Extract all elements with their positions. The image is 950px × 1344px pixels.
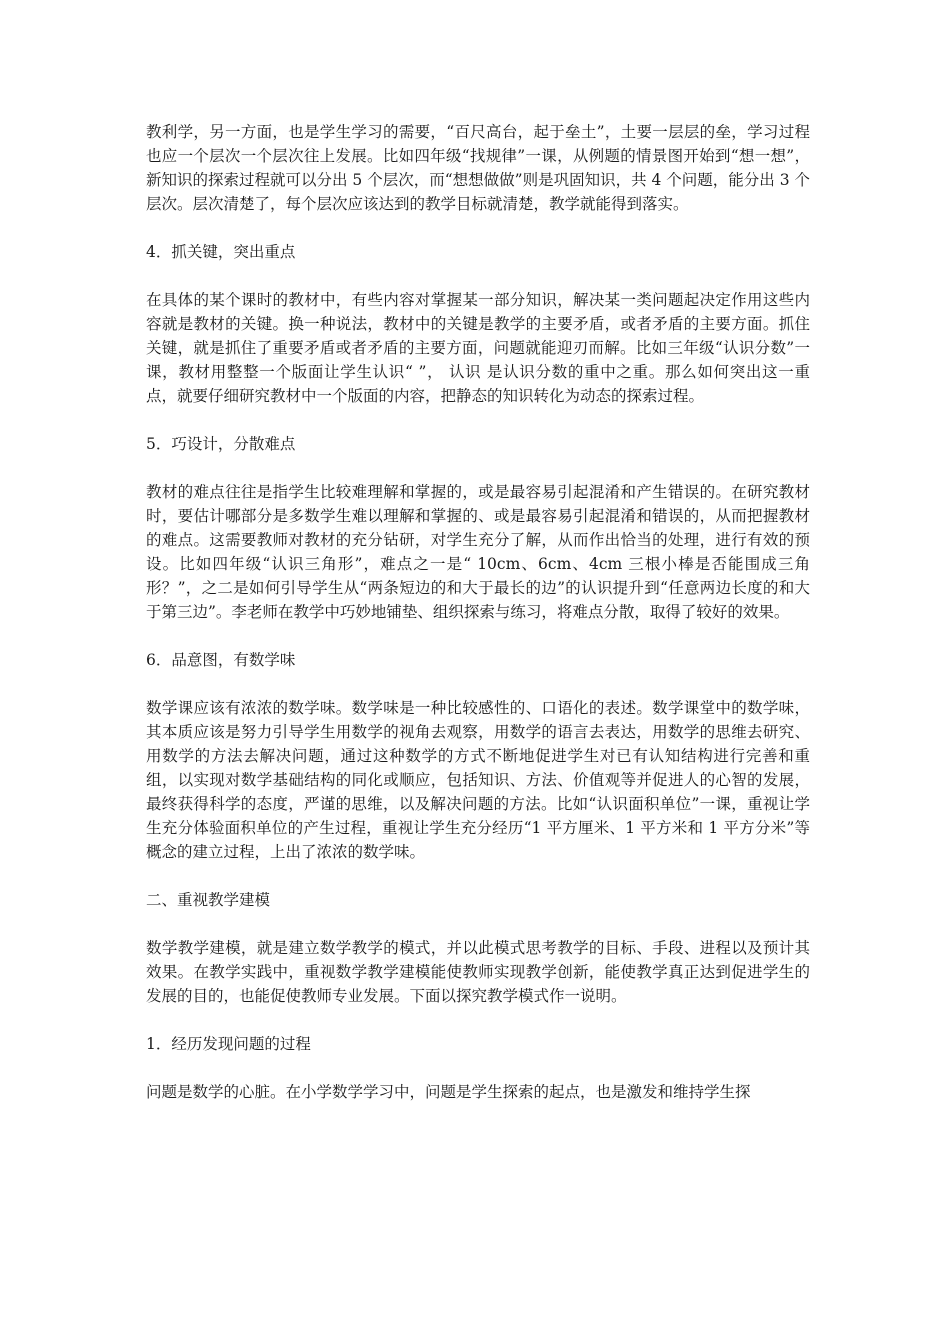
- paragraph-modeling: 数学教学建模，就是建立数学教学的模式，并以此模式思考教学的目标、手段、进程以及预计其效果。在教学实践中，重视数学教学建模能使教师实现教学创新，能使教学真正达到促进学生的发展的目的，也能促使教师专业发展。下面以探究教学模式作一说明。: [146, 939, 810, 1005]
- section-heading-1: 1．经历发现问题的过程: [146, 1035, 311, 1053]
- document-body: [146, 120, 810, 1128]
- paragraph-key-points: 在具体的某个课时的教材中，有些内容对掌握某一部分知识，解决某一类问题起决定作用这些内容就是教材的关键。换一种说法，教材中的关键是教学的主要矛盾，或者矛盾的主要方面。抓住关键，就是抓住了重要矛盾或者矛盾的主要方面，问题就能迎刃而解。比如三年级“认识分数”一课，教材用整整一个版面让学生认识“ ”， 认识 是认识分数的重中之重。那么如何突出这一重点，就要仔细研究教材中一个版面的内容，把静态的知识转化为动态的探索过程。: [146, 291, 810, 405]
- paragraph-difficulties: 教材的难点往往是指学生比较难理解和掌握的，或是最容易引起混淆和产生错误的。在研究教材时，要估计哪部分是多数学生难以理解和掌握的、或是最容易引起混淆和错误的，从而把握教材的难点。这需要教师对教材的充分钻研，对学生充分了解，从而作出恰当的处理，进行有效的预设。比如四年级“认识三角形”，难点之一是“ 10cm、6cm、4cm 三根小棒是否能围成三角形？”，之二是如何引导学生从“两条短边的和大于最长的边”的认识提升到“任意两边长度的和大于第三边”。李老师在教学中巧妙地铺垫、组织探索与练习，将难点分散，取得了较好的效果。: [146, 483, 810, 621]
- paragraph-math-flavor: 数学课应该有浓浓的数学味。数学味是一种比较感性的、口语化的表述。数学课堂中的数学味，其本质应该是努力引导学生用数学的视角去观察，用数学的语言去表达，用数学的思维去研究、用数学的方法去解决问题，通过这种数学的方式不断地促进学生对已有认知结构进行完善和重组，以实现对数学基础结构的同化或顺应，包括知识、方法、价值观等并促进人的心智的发展，最终获得科学的态度，严谨的思维，以及解决问题的方法。比如“认识面积单位”一课，重视让学生充分体验面积单位的产生过程，重视让学生充分经历“1 平方厘米、1 平方米和 1 平方分米”等概念的建立过程，上出了浓浓的数学味。: [146, 699, 810, 861]
- paragraph-problems: 问题是数学的心脏。在小学数学学习中，问题是学生探索的起点，也是激发和维持学生探: [146, 1083, 751, 1101]
- section-heading-6: 6．品意图，有数学味: [146, 651, 296, 669]
- paragraph-levels: 教利学，另一方面，也是学生学习的需要，“百尺高台，起于垒土”，土要一层层的垒，学习过程也应一个层次一个层次往上发展。比如四年级“找规律”一课，从例题的情景图开始到“想一想”，新知识的探索过程就可以分出 5 个层次，而“想想做做”则是巩固知识，共 4 个问题，能分出 3 个层次。层次清楚了，每个层次应该达到的教学目标就清楚，教学就能得到落实。: [146, 123, 810, 213]
- chapter-heading-2: 二、重视教学建模: [146, 891, 271, 909]
- section-heading-5: 5．巧设计，分散难点: [146, 435, 296, 453]
- section-heading-4: 4．抓关键，突出重点: [146, 243, 296, 261]
